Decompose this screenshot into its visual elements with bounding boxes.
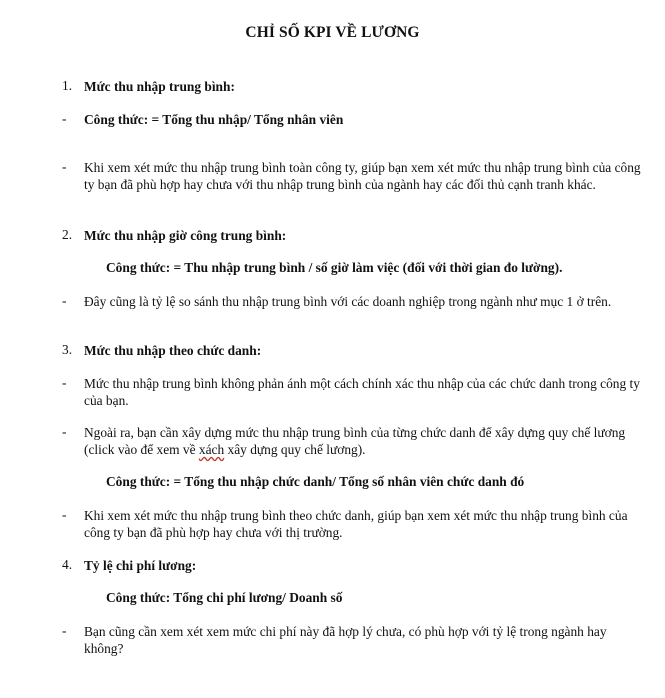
dash-marker: - <box>62 159 67 174</box>
paragraph-text: Đây cũng là tỷ lệ so sánh thu nhập trung bình với các doanh nghiệp trong ngành như mục 1 ở trên. <box>84 294 612 309</box>
dash-marker: - <box>62 375 67 390</box>
list-number: 2. <box>62 227 73 242</box>
paragraph-text: Khi xem xét mức thu nhập trung bình toàn công ty, giúp bạn xem xét mức thu nhập trung bình của công ty bạn đã phù hợp hay chưa với thu nhập trung bình của ngành hay các đối thủ cạnh tranh khác. <box>84 160 641 192</box>
heading-text: Mức thu nhập theo chức danh: <box>84 343 262 358</box>
dash-marker: - <box>62 293 67 308</box>
paragraph-text <box>84 424 644 458</box>
list-number: 1. <box>62 78 73 93</box>
paragraph-text-start: Ngoài ra, bạn cần xây dựng mức thu nhập trung bình của từng chức danh để xây dựng quy chế lương (click vào để xem về <box>84 425 626 457</box>
paragraph-text: Khi xem xét mức thu nhập trung bình theo chức danh, giúp bạn xem xét mức thu nhập trung bình của công ty bạn đã phù hợp hay chưa với thị trường. <box>84 508 628 540</box>
heading-text: Mức thu nhập trung bình: <box>84 79 235 94</box>
heading-text: Tỷ lệ chi phí lương: <box>84 558 197 573</box>
heading-text: Mức thu nhập giờ công trung bình: <box>84 228 287 243</box>
formula-text: Công thức: = Thu nhập trung bình / số giờ làm việc (đối với thời gian đo lường). <box>106 260 563 275</box>
paragraph-text: Bạn cũng cần xem xét xem mức chi phí này đã hợp lý chưa, có phù hợp với tỷ lệ trong ngành hay không? <box>84 624 607 656</box>
paragraph-text-end: xây dựng quy chế lương). <box>224 442 366 457</box>
list-number: 3. <box>62 342 73 357</box>
dash-marker: - <box>62 623 67 638</box>
misspelled-word: xách <box>198 442 225 457</box>
dash-marker: - <box>62 507 67 522</box>
page-title: CHỈ SỐ KPI VỀ LƯƠNG <box>245 24 420 41</box>
list-number: 4. <box>62 557 73 572</box>
dash-marker: - <box>62 111 67 126</box>
formula-text: Công thức: Tổng chi phí lương/ Doanh số <box>106 590 343 605</box>
dash-marker: - <box>62 424 67 439</box>
formula-text: Công thức: = Tổng thu nhập/ Tổng nhân viên <box>84 112 344 127</box>
paragraph-text: Mức thu nhập trung bình không phản ánh một cách chính xác thu nhập của các chức danh trong công ty của bạn. <box>84 376 640 408</box>
formula-text: Công thức: = Tổng thu nhập chức danh/ Tổng số nhân viên chức danh đó <box>106 474 525 489</box>
